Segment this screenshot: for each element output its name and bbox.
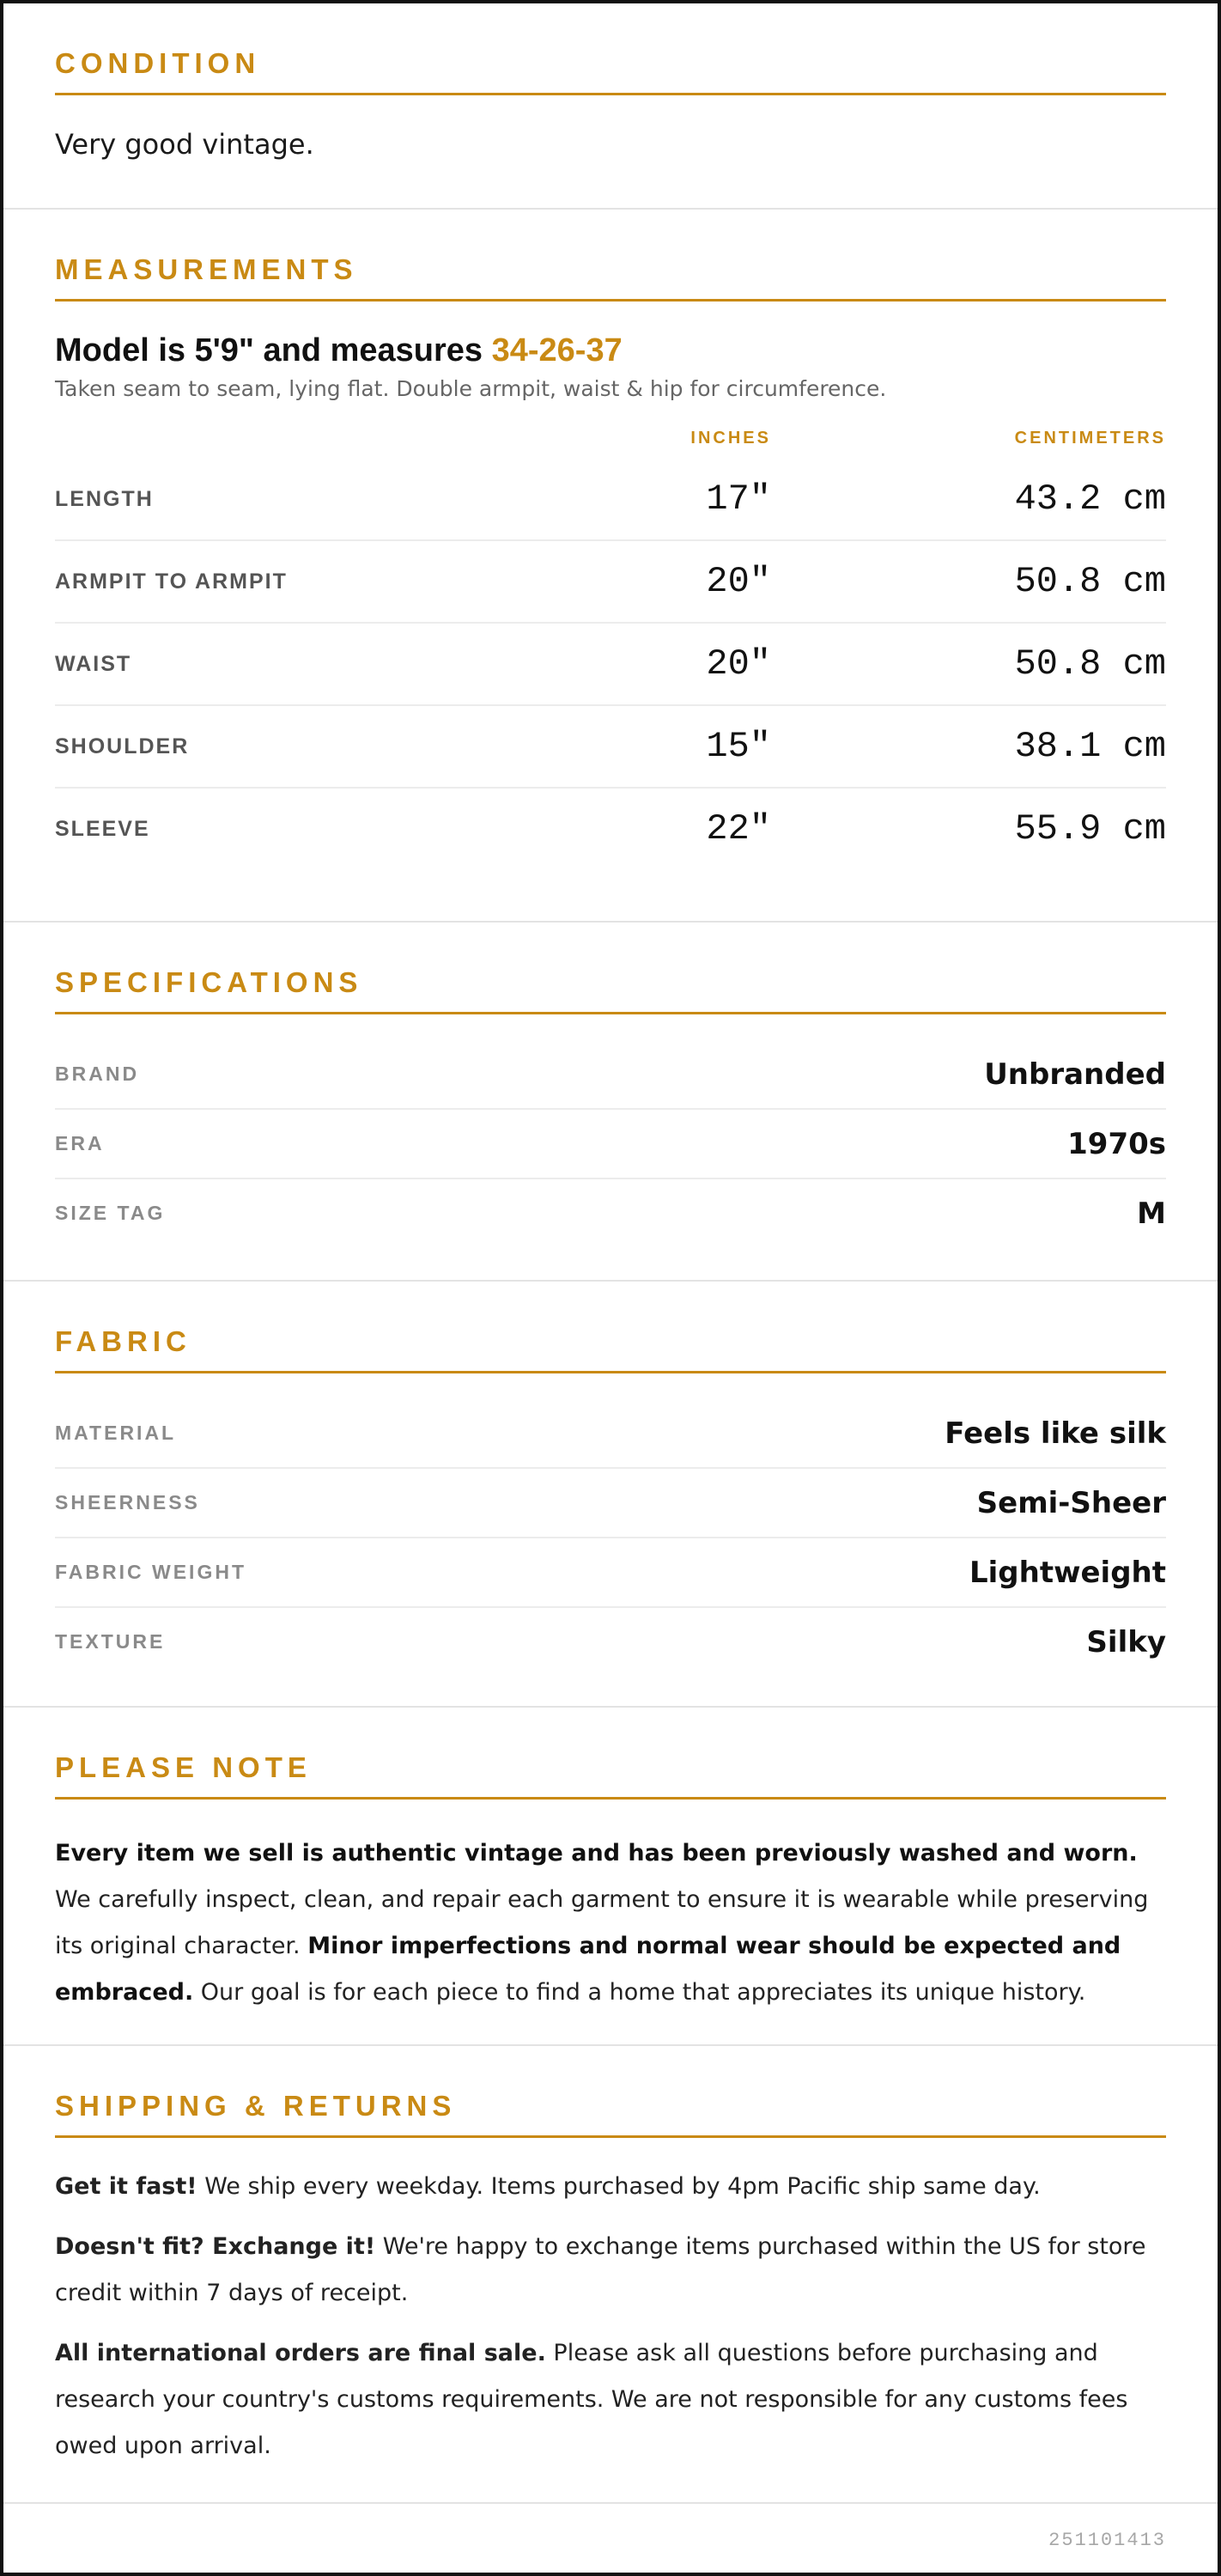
shipping-paragraph-exchange: [55, 2224, 1166, 2317]
sku-number: 251101413: [1048, 2529, 1166, 2551]
spec-row-era: [55, 1110, 1166, 1179]
shipping-paragraphs: [55, 2164, 1166, 2469]
spec-value: Unbranded: [984, 1057, 1166, 1092]
spec-value: 1970s: [1067, 1126, 1166, 1161]
fabric-row-texture: [55, 1608, 1166, 1676]
measurement-table: [55, 459, 1166, 869]
fabric-value: Lightweight: [969, 1555, 1166, 1590]
spec-label: SIZE TAG: [55, 1202, 166, 1225]
spec-value: M: [1137, 1196, 1166, 1231]
shipping-section: [3, 2046, 1218, 2504]
measurement-label: ARMPIT TO ARMPIT: [55, 569, 288, 594]
shipping-title: SHIPPING & RETURNS: [55, 2091, 1166, 2138]
fabric-list: [55, 1399, 1166, 1676]
table-row: [55, 541, 1166, 624]
specifications-title: SPECIFICATIONS: [55, 967, 1166, 1014]
fabric-value: Feels like silk: [945, 1416, 1166, 1451]
fabric-title: FABRIC: [55, 1326, 1166, 1373]
fabric-row-weight: [55, 1538, 1166, 1608]
measurement-cm: 43.2 cm: [1014, 478, 1166, 521]
fabric-value: Silky: [1086, 1624, 1166, 1659]
measurement-inches: 20": [706, 561, 771, 603]
spec-row-brand: [55, 1040, 1166, 1110]
note-bold-2: Minor imperfections and normal wear should be expected and embraced.: [55, 1933, 1121, 2007]
shipping-bold: Doesn't fit? Exchange it!: [55, 2233, 376, 2261]
fabric-row-material: [55, 1399, 1166, 1469]
fabric-label: SHEERNESS: [55, 1491, 200, 1514]
measurement-label: WAIST: [55, 651, 132, 676]
note-text-1: We carefully inspect, clean, and repair each garment to ensure it is wearable while preserving its original character.: [55, 1886, 1149, 1960]
measurement-label: SLEEVE: [55, 816, 150, 841]
measurement-cm: 50.8 cm: [1014, 561, 1166, 603]
shipping-paragraph-fast: [55, 2164, 1166, 2210]
specifications-list: [55, 1040, 1166, 1247]
measurement-cm: 55.9 cm: [1014, 808, 1166, 850]
header-inches: INCHES: [690, 429, 771, 448]
shipping-text: Please ask all questions before purchasing and research your country's customs requirements. We are not responsible for any customs fees owed upon arrival.: [55, 2340, 1128, 2460]
spec-label: BRAND: [55, 1063, 140, 1086]
header-spacer: [55, 429, 617, 448]
footer: [3, 2504, 1218, 2576]
please-note-text: [55, 1830, 1166, 2016]
table-row: [55, 459, 1166, 541]
fabric-row-sheerness: [55, 1469, 1166, 1538]
measurement-label: SHOULDER: [55, 734, 190, 758]
model-info-prefix: Model is 5'9" and measures: [55, 332, 492, 369]
measurement-inches: 15": [706, 726, 771, 768]
shipping-bold: Get it fast!: [55, 2173, 197, 2201]
note-bold-1: Every item we sell is authentic vintage and has been previously washed and worn.: [55, 1840, 1138, 1867]
fabric-section: [3, 1282, 1218, 1708]
measurement-inches: 17": [706, 478, 771, 521]
shipping-text: We ship every weekday. Items purchased by 4pm Pacific ship same day.: [197, 2173, 1041, 2201]
table-row: [55, 624, 1166, 706]
measurement-label: LENGTH: [55, 486, 154, 511]
shipping-paragraph-international: [55, 2330, 1166, 2469]
condition-title: CONDITION: [55, 48, 1166, 95]
shipping-bold: All international orders are final sale.: [55, 2340, 546, 2367]
model-measures: 34-26-37: [491, 332, 623, 369]
shipping-text: We're happy to exchange items purchased within the US for store credit within 7 days of receipt.: [55, 2233, 1146, 2307]
measurement-inches: 20": [706, 643, 771, 685]
measurement-table-header: [55, 429, 1166, 448]
specifications-section: [3, 923, 1218, 1282]
spec-row-size-tag: [55, 1179, 1166, 1247]
fabric-label: FABRIC WEIGHT: [55, 1561, 246, 1584]
condition-section: [3, 3, 1218, 210]
table-row: [55, 706, 1166, 789]
model-info: [55, 332, 1166, 369]
header-centimeters: CENTIMETERS: [1014, 429, 1166, 448]
condition-text: Very good vintage.: [55, 128, 314, 161]
measurement-cm: 50.8 cm: [1014, 643, 1166, 685]
table-row: [55, 789, 1166, 869]
measurement-inches: 22": [706, 808, 771, 850]
note-text-2: Our goal is for each piece to find a home that appreciates its unique history.: [193, 1979, 1086, 2007]
spec-label: ERA: [55, 1132, 105, 1155]
fabric-value: Semi-Sheer: [976, 1485, 1166, 1520]
measurements-title: MEASUREMENTS: [55, 254, 1166, 301]
measurements-section: [3, 210, 1218, 923]
fabric-label: TEXTURE: [55, 1630, 166, 1653]
please-note-section: [3, 1708, 1218, 2046]
measurement-note: Taken seam to seam, lying flat. Double armpit, waist & hip for circumference.: [55, 376, 887, 402]
fabric-label: MATERIAL: [55, 1422, 177, 1445]
please-note-title: PLEASE NOTE: [55, 1752, 1166, 1800]
measurement-cm: 38.1 cm: [1014, 726, 1166, 768]
